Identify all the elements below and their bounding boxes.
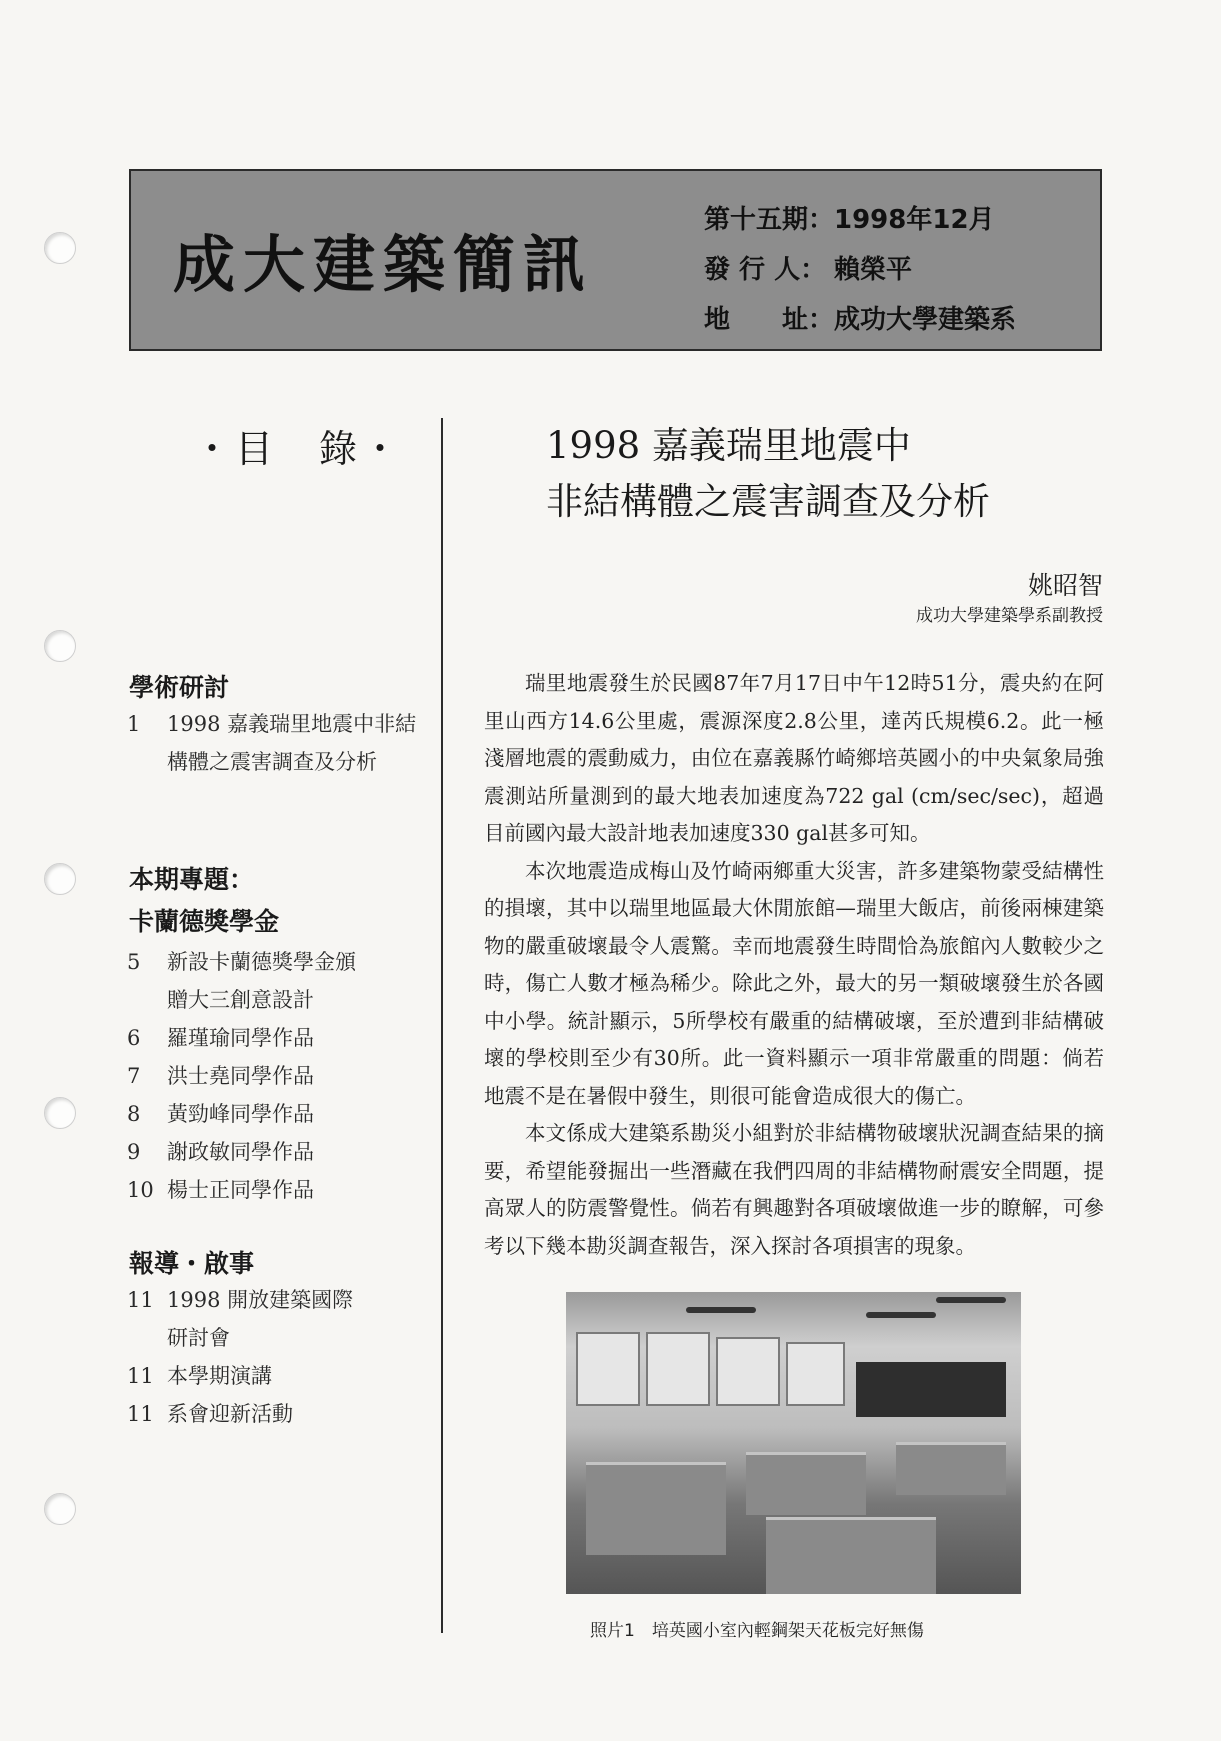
toc-item-page: 10 (127, 1178, 154, 1202)
article-title (546, 418, 990, 530)
address-value: 成功大學建築系 (834, 305, 1017, 335)
window-shape (786, 1342, 845, 1406)
toc-item-text: 系會迎新活動 (167, 1402, 293, 1426)
toc-item[interactable] (127, 705, 427, 781)
binder-hole (44, 232, 76, 264)
toc-item-text: 新設卡蘭德獎學金頒贈大三創意設計 (167, 950, 356, 1012)
binder-hole (44, 1097, 76, 1129)
toc-item[interactable] (127, 1395, 427, 1433)
toc-item[interactable] (127, 1095, 427, 1133)
toc-item[interactable] (127, 1019, 427, 1057)
toc-item-text: 黃勁峰同學作品 (167, 1102, 314, 1126)
toc-item-text: 謝政敏同學作品 (167, 1140, 314, 1164)
toc-section-title: 本期專題： (129, 865, 255, 894)
toc-item-page: 1 (127, 712, 141, 736)
article-paragraph: 本文係成大建築系勘災小組對於非結構物破壞狀況調查結果的摘要，希望能發掘出一些潛藏在我們四周的非結構物耐震安全問題，提高眾人的防震警覺性。倘若有興趣對各項破壞做進一步的瞭解，可參考以下幾本勘災調查報告，深入探討各項損害的現象。 (484, 1121, 1104, 1258)
ceiling-fan-shape (686, 1307, 756, 1313)
publisher-name: 賴榮平 (834, 255, 913, 285)
toc-item-page: 11 (127, 1288, 154, 1312)
author-affiliation: 成功大學建築學系副教授 (916, 606, 1103, 626)
photo-caption: 照片1 培英國小室內輕鋼架天花板完好無傷 (590, 1621, 924, 1641)
toc-item-text: 楊士正同學作品 (167, 1178, 314, 1202)
toc-item-text: 羅瑾瑜同學作品 (167, 1026, 314, 1050)
toc-item-page: 7 (127, 1064, 141, 1088)
toc-item-text: 洪士堯同學作品 (167, 1064, 314, 1088)
toc-item[interactable] (127, 1357, 427, 1395)
publisher-line (704, 249, 912, 286)
desk-shape (746, 1452, 866, 1515)
publisher-label: 發 行 人： (704, 255, 827, 285)
binder-hole (44, 863, 76, 895)
toc-item-page: 6 (127, 1026, 141, 1050)
window-shape (646, 1332, 710, 1406)
binder-hole (44, 1493, 76, 1525)
address-label: 地 址： (704, 305, 835, 335)
toc-item-text: 1998 開放建築國際研討會 (167, 1288, 354, 1350)
toc-item[interactable] (127, 1281, 367, 1357)
article-paragraph: 本次地震造成梅山及竹崎兩鄉重大災害，許多建築物蒙受結構性的損壞，其中以瑞里地區最大休閒旅館—瑞里大飯店，前後兩棟建築物的嚴重破壞最令人震驚。幸而地震發生時間恰為旅館內人數較少之時，傷亡人數才極為稀少。除此之外，最大的另一類破壞發生於各國中小學。統計顯示，5所學校有嚴重的結構破壞，至於遭到非結構破壞的學校則至少有30所。此一資料顯示一項非常嚴重的問題：倘若地震不是在暑假中發生，則很可能會造成很大的傷亡。 (484, 858, 1104, 1108)
article-title-line: 1998 嘉義瑞里地震中 (546, 424, 911, 467)
toc-section-subtitle: 卡蘭德獎學金 (129, 907, 280, 936)
window-shape (716, 1337, 780, 1406)
toc-item[interactable] (127, 1057, 427, 1095)
toc-item[interactable] (127, 1133, 427, 1171)
toc-item[interactable] (127, 943, 357, 1019)
window-shape (576, 1332, 640, 1406)
toc-item-page: 8 (127, 1102, 141, 1126)
masthead (129, 169, 1102, 351)
author-name: 姚昭智 (1027, 571, 1103, 600)
issue-line: 第十五期：1998年12月 (704, 205, 995, 235)
article-body (484, 665, 1104, 1265)
ceiling-fan-shape (936, 1297, 1006, 1303)
article-title-line: 非結構體之震害調查及分析 (546, 480, 990, 523)
toc-section-title: 學術研討 (129, 673, 230, 702)
toc-item-page: 11 (127, 1364, 154, 1388)
blackboard-shape (856, 1362, 1006, 1417)
desk-shape (586, 1462, 726, 1555)
newsletter-title: 成大建築簡訊 (173, 228, 594, 301)
desk-shape (896, 1442, 1006, 1495)
article-paragraph: 瑞里地震發生於民國87年7月17日中午12時51分，震央約在阿里山西方14.6公里處，震源深度2.8公里，達芮氏規模6.2。此一極淺層地震的震動威力，由位在嘉義縣竹崎鄉培英國小的中央氣象局強震測站所量測到的最大地表加速度為722 gal (cm/sec/sec)，超過目前國內最大設計地表加速度330 gal甚多可知。 (484, 671, 1104, 845)
toc-item-page: 11 (127, 1402, 154, 1426)
column-divider (441, 418, 443, 1633)
classroom-photo (566, 1292, 1021, 1594)
toc-section-title: 報導・啟事 (129, 1249, 255, 1278)
binder-hole (44, 630, 76, 662)
toc-item-text: 本學期演講 (167, 1364, 272, 1388)
desk-shape (766, 1517, 936, 1594)
toc-item-text: 1998 嘉義瑞里地震中非結構體之震害調查及分析 (167, 712, 417, 774)
toc-item[interactable] (127, 1171, 427, 1209)
toc-heading: ・目 錄・ (193, 427, 404, 471)
address-line (704, 299, 1016, 336)
toc-item-page: 5 (127, 950, 141, 974)
ceiling-fan-shape (866, 1312, 936, 1318)
toc-item-page: 9 (127, 1140, 141, 1164)
